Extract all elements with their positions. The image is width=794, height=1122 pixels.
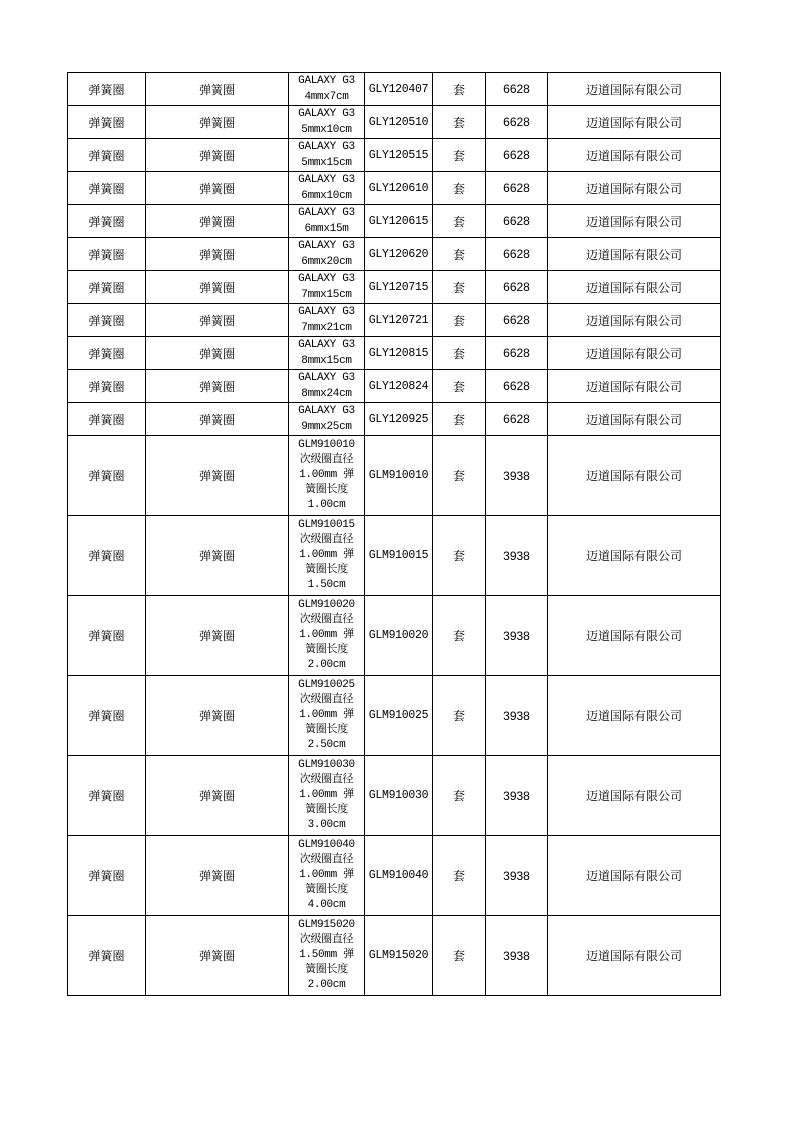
table-row	[68, 106, 721, 139]
product-name-cell: 弹簧圈	[146, 271, 289, 304]
company-cell: 迈道国际有限公司	[548, 73, 721, 106]
product-code-cell: GLY120715	[365, 271, 433, 304]
product-name-cell: 弹簧圈	[146, 73, 289, 106]
specification-line: 8mmx24cm	[301, 388, 352, 400]
specification-line: 8mmx15cm	[301, 355, 352, 367]
category-cell: 弹簧圈	[68, 205, 146, 238]
specification-line: 次级圈直径	[299, 614, 354, 626]
specification-cell	[289, 73, 365, 106]
product-code-cell: GLY120615	[365, 205, 433, 238]
specification-line: 5mmx15cm	[301, 157, 352, 169]
unit-cell: 套	[433, 516, 486, 596]
specification-line: GALAXY G3	[298, 174, 355, 186]
product-code-cell: GLM915020	[365, 916, 433, 996]
company-cell: 迈道国际有限公司	[548, 596, 721, 676]
unit-cell: 套	[433, 172, 486, 205]
price-cell: 3938	[486, 836, 548, 916]
product-code-cell: GLY120925	[365, 403, 433, 436]
product-code-cell: GLM910015	[365, 516, 433, 596]
table-row	[68, 916, 721, 996]
specification-line: 次级圈直径	[299, 534, 354, 546]
product-name-cell: 弹簧圈	[146, 106, 289, 139]
specification-line: GALAXY G3	[298, 207, 355, 219]
specification-line: GLM910030	[298, 759, 355, 771]
table-row	[68, 836, 721, 916]
specification-line: GALAXY G3	[298, 141, 355, 153]
unit-cell: 套	[433, 73, 486, 106]
product-code-cell: GLY120824	[365, 370, 433, 403]
specification-line: 6mmx10cm	[301, 190, 352, 202]
table-row	[68, 271, 721, 304]
category-cell: 弹簧圈	[68, 139, 146, 172]
table-row	[68, 756, 721, 836]
unit-cell: 套	[433, 756, 486, 836]
specification-cell	[289, 304, 365, 337]
specification-line: 1.00mm 弹	[299, 709, 354, 721]
price-cell: 3938	[486, 676, 548, 756]
unit-cell: 套	[433, 205, 486, 238]
specification-cell	[289, 172, 365, 205]
company-cell: 迈道国际有限公司	[548, 337, 721, 370]
category-cell: 弹簧圈	[68, 516, 146, 596]
specification-line: GALAXY G3	[298, 108, 355, 120]
category-cell: 弹簧圈	[68, 836, 146, 916]
company-cell: 迈道国际有限公司	[548, 172, 721, 205]
product-code-cell: GLY120815	[365, 337, 433, 370]
unit-cell: 套	[433, 836, 486, 916]
category-cell: 弹簧圈	[68, 304, 146, 337]
category-cell: 弹簧圈	[68, 172, 146, 205]
company-cell: 迈道国际有限公司	[548, 836, 721, 916]
price-cell: 6628	[486, 205, 548, 238]
specification-line: 次级圈直径	[299, 934, 354, 946]
category-cell: 弹簧圈	[68, 676, 146, 756]
table-row	[68, 337, 721, 370]
product-code-cell: GLY120515	[365, 139, 433, 172]
table-body	[68, 73, 721, 996]
unit-cell: 套	[433, 304, 486, 337]
specification-line: 1.00mm 弹	[299, 629, 354, 641]
product-name-cell: 弹簧圈	[146, 337, 289, 370]
product-name-cell: 弹簧圈	[146, 676, 289, 756]
product-name-cell: 弹簧圈	[146, 172, 289, 205]
unit-cell: 套	[433, 106, 486, 139]
specification-line: 4.00cm	[307, 899, 346, 911]
specification-line: 簧圈长度	[305, 964, 348, 976]
specification-line: 7mmx15cm	[301, 289, 352, 301]
specification-line: 1.00mm 弹	[299, 789, 354, 801]
specification-line: 次级圈直径	[299, 854, 354, 866]
table-row	[68, 516, 721, 596]
specification-line: GALAXY G3	[298, 240, 355, 252]
product-code-cell: GLY120407	[365, 73, 433, 106]
specification-line: 次级圈直径	[299, 694, 354, 706]
price-cell: 3938	[486, 516, 548, 596]
category-cell: 弹簧圈	[68, 337, 146, 370]
specification-cell	[289, 436, 365, 516]
unit-cell: 套	[433, 337, 486, 370]
unit-cell: 套	[433, 436, 486, 516]
specification-line: 1.50cm	[307, 579, 346, 591]
product-code-cell: GLM910010	[365, 436, 433, 516]
specification-line: GALAXY G3	[298, 306, 355, 318]
specification-line: GLM910020	[298, 599, 355, 611]
price-cell: 3938	[486, 916, 548, 996]
company-cell: 迈道国际有限公司	[548, 271, 721, 304]
product-name-cell: 弹簧圈	[146, 516, 289, 596]
table-row	[68, 676, 721, 756]
category-cell: 弹簧圈	[68, 73, 146, 106]
unit-cell: 套	[433, 596, 486, 676]
specification-line: GALAXY G3	[298, 339, 355, 351]
price-cell: 6628	[486, 337, 548, 370]
company-cell: 迈道国际有限公司	[548, 238, 721, 271]
price-cell: 6628	[486, 238, 548, 271]
price-cell: 3938	[486, 596, 548, 676]
table-row	[68, 370, 721, 403]
specification-line: 簧圈长度	[305, 724, 348, 736]
price-cell: 3938	[486, 756, 548, 836]
specification-line: GALAXY G3	[298, 405, 355, 417]
specification-cell	[289, 106, 365, 139]
product-name-cell: 弹簧圈	[146, 756, 289, 836]
company-cell: 迈道国际有限公司	[548, 304, 721, 337]
unit-cell: 套	[433, 139, 486, 172]
product-name-cell: 弹簧圈	[146, 596, 289, 676]
company-cell: 迈道国际有限公司	[548, 370, 721, 403]
product-code-cell: GLM910020	[365, 596, 433, 676]
product-name-cell: 弹簧圈	[146, 436, 289, 516]
specification-cell	[289, 676, 365, 756]
specification-line: GLM915020	[298, 919, 355, 931]
specification-line: 4mmx7cm	[304, 91, 349, 103]
specification-line: 5mmx10cm	[301, 124, 352, 136]
category-cell: 弹簧圈	[68, 916, 146, 996]
product-name-cell: 弹簧圈	[146, 403, 289, 436]
specification-line: GLM910025	[298, 679, 355, 691]
unit-cell: 套	[433, 238, 486, 271]
specification-line: 簧圈长度	[305, 884, 348, 896]
product-code-cell: GLY120620	[365, 238, 433, 271]
specification-line: 1.00cm	[307, 499, 346, 511]
price-cell: 6628	[486, 403, 548, 436]
product-name-cell: 弹簧圈	[146, 370, 289, 403]
unit-cell: 套	[433, 676, 486, 756]
specification-line: 簧圈长度	[305, 804, 348, 816]
price-cell: 6628	[486, 304, 548, 337]
specification-line: GALAXY G3	[298, 372, 355, 384]
table-row	[68, 172, 721, 205]
company-cell: 迈道国际有限公司	[548, 916, 721, 996]
price-cell: 6628	[486, 139, 548, 172]
specification-cell	[289, 370, 365, 403]
product-code-cell: GLY120610	[365, 172, 433, 205]
category-cell: 弹簧圈	[68, 756, 146, 836]
specification-line: 次级圈直径	[299, 454, 354, 466]
specification-cell	[289, 238, 365, 271]
unit-cell: 套	[433, 403, 486, 436]
specification-line: 1.00mm 弹	[299, 869, 354, 881]
specification-line: GLM910040	[298, 839, 355, 851]
company-cell: 迈道国际有限公司	[548, 436, 721, 516]
category-cell: 弹簧圈	[68, 403, 146, 436]
specification-line: 3.00cm	[307, 819, 346, 831]
company-cell: 迈道国际有限公司	[548, 106, 721, 139]
specification-line: 次级圈直径	[299, 774, 354, 786]
specification-line: 2.50cm	[307, 739, 346, 751]
specification-line: 1.00mm 弹	[299, 469, 354, 481]
specification-line: GALAXY G3	[298, 75, 355, 87]
specification-cell	[289, 916, 365, 996]
table-row	[68, 73, 721, 106]
category-cell: 弹簧圈	[68, 596, 146, 676]
product-code-cell: GLM910040	[365, 836, 433, 916]
specification-line: 7mmx21cm	[301, 322, 352, 334]
table-row	[68, 139, 721, 172]
product-name-cell: 弹簧圈	[146, 139, 289, 172]
table-row	[68, 403, 721, 436]
specification-line: 9mmx25cm	[301, 421, 352, 433]
price-cell: 6628	[486, 370, 548, 403]
table-row	[68, 238, 721, 271]
unit-cell: 套	[433, 916, 486, 996]
unit-cell: 套	[433, 370, 486, 403]
price-cell: 6628	[486, 172, 548, 205]
table-row	[68, 304, 721, 337]
specification-cell	[289, 836, 365, 916]
specification-cell	[289, 205, 365, 238]
product-code-cell: GLM910025	[365, 676, 433, 756]
table-row	[68, 436, 721, 516]
specification-cell	[289, 139, 365, 172]
specification-line: GLM910010	[298, 439, 355, 451]
specification-cell	[289, 596, 365, 676]
company-cell: 迈道国际有限公司	[548, 139, 721, 172]
specification-cell	[289, 271, 365, 304]
specification-line: 2.00cm	[307, 659, 346, 671]
price-cell: 6628	[486, 271, 548, 304]
unit-cell: 套	[433, 271, 486, 304]
specification-line: GLM910015	[298, 519, 355, 531]
specification-cell	[289, 403, 365, 436]
specification-line: 簧圈长度	[305, 644, 348, 656]
product-name-cell: 弹簧圈	[146, 304, 289, 337]
specification-line: 1.50mm 弹	[299, 949, 354, 961]
company-cell: 迈道国际有限公司	[548, 205, 721, 238]
table-row	[68, 596, 721, 676]
product-name-cell: 弹簧圈	[146, 916, 289, 996]
company-cell: 迈道国际有限公司	[548, 403, 721, 436]
price-cell: 6628	[486, 106, 548, 139]
table-row	[68, 205, 721, 238]
specification-line: 1.00mm 弹	[299, 549, 354, 561]
category-cell: 弹簧圈	[68, 436, 146, 516]
price-cell: 3938	[486, 436, 548, 516]
category-cell: 弹簧圈	[68, 370, 146, 403]
company-cell: 迈道国际有限公司	[548, 516, 721, 596]
specification-cell	[289, 516, 365, 596]
specification-line: 簧圈长度	[305, 564, 348, 576]
specification-line: 2.00cm	[307, 979, 346, 991]
specification-line: 6mmx15m	[304, 223, 349, 235]
specification-line: 6mmx20cm	[301, 256, 352, 268]
specification-cell	[289, 756, 365, 836]
product-code-cell: GLM910030	[365, 756, 433, 836]
product-price-table	[67, 72, 721, 996]
product-name-cell: 弹簧圈	[146, 238, 289, 271]
company-cell: 迈道国际有限公司	[548, 676, 721, 756]
specification-cell	[289, 337, 365, 370]
product-code-cell: GLY120510	[365, 106, 433, 139]
company-cell: 迈道国际有限公司	[548, 756, 721, 836]
product-name-cell: 弹簧圈	[146, 205, 289, 238]
product-code-cell: GLY120721	[365, 304, 433, 337]
specification-line: 簧圈长度	[305, 484, 348, 496]
price-cell: 6628	[486, 73, 548, 106]
category-cell: 弹簧圈	[68, 106, 146, 139]
category-cell: 弹簧圈	[68, 238, 146, 271]
specification-line: GALAXY G3	[298, 273, 355, 285]
product-name-cell: 弹簧圈	[146, 836, 289, 916]
category-cell: 弹簧圈	[68, 271, 146, 304]
